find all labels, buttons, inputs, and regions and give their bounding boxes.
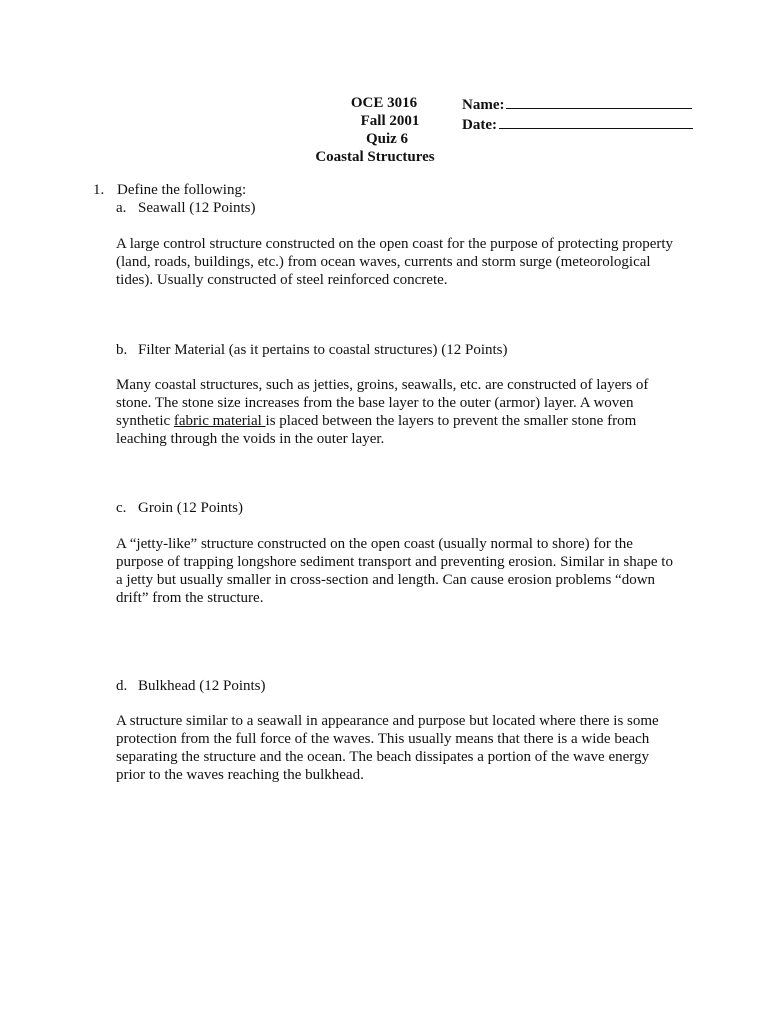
question-number: 1. <box>93 182 105 198</box>
underlined-term: fabric material <box>173 413 266 429</box>
quiz-number: Quiz 6 <box>365 131 409 147</box>
item-letter: a. <box>116 200 127 216</box>
item-b-heading <box>116 341 508 359</box>
student-info <box>462 94 693 134</box>
item-title: Groin (12 Points) <box>138 500 243 516</box>
item-letter: b. <box>116 342 128 358</box>
answer-line: purpose of trapping longshore sediment transport and preventing erosion. Similar in shape to <box>116 554 673 570</box>
date-label: Date: <box>462 117 497 133</box>
item-d-heading <box>116 677 266 695</box>
item-d-answer <box>116 712 696 784</box>
answer-line: a jetty but usually smaller in cross-section and length. Can cause erosion problems “down <box>116 572 656 588</box>
answer-line: drift” from the structure. <box>116 590 264 606</box>
item-a-heading <box>116 199 256 217</box>
name-blank <box>506 94 692 109</box>
answer-line: prior to the waves reaching the bulkhead. <box>116 767 364 783</box>
answer-line: A large control structure constructed on the open coast for the purpose of protecting property <box>116 236 674 252</box>
item-b-answer <box>116 376 696 448</box>
answer-line: tides). Usually constructed of steel reinforced concrete. <box>116 272 448 288</box>
name-label: Name: <box>462 97 505 113</box>
answer-line: A “jetty-like” structure constructed on the open coast (usually normal to shore) for the <box>116 536 633 552</box>
answer-line: Many coastal structures, such as jetties, groins, seawalls, etc. are constructed of layers of <box>116 377 649 393</box>
question-1 <box>93 181 246 199</box>
question-prompt: Define the following: <box>117 182 247 198</box>
item-letter: c. <box>116 500 127 516</box>
item-title: Bulkhead (12 Points) <box>138 678 266 694</box>
answer-line: (land, roads, buildings, etc.) from ocean waves, currents and storm surge (meteorological <box>116 254 651 270</box>
answer-line: protection from the full force of the waves. This usually means that there is a wide beach <box>116 731 650 747</box>
quiz-topic: Coastal Structures <box>315 149 435 165</box>
item-a-answer <box>116 235 696 289</box>
date-row <box>462 114 693 134</box>
answer-line: leaching through the voids in the outer layer. <box>116 431 385 447</box>
item-c-answer <box>116 535 696 607</box>
answer-text: synthetic <box>116 413 174 429</box>
answer-line: stone. The stone size increases from the base layer to the outer (armor) layer. A woven <box>116 395 634 411</box>
item-title: Seawall (12 Points) <box>138 200 256 216</box>
item-c-heading <box>116 499 243 517</box>
term: Fall 2001 <box>360 113 420 129</box>
item-title: Filter Material (as it pertains to coastal structures) (12 Points) <box>138 342 508 358</box>
course-code: OCE 3016 <box>350 95 418 111</box>
answer-line <box>116 412 696 430</box>
date-blank <box>499 114 693 129</box>
quiz-header <box>300 94 460 166</box>
answer-line: separating the structure and the ocean. The beach dissipates a portion of the wave energy <box>116 749 649 765</box>
name-row <box>462 94 693 114</box>
item-letter: d. <box>116 678 128 694</box>
answer-text: is placed between the layers to prevent the smaller stone from <box>265 413 637 429</box>
answer-line: A structure similar to a seawall in appearance and purpose but located where there is some <box>116 713 659 729</box>
